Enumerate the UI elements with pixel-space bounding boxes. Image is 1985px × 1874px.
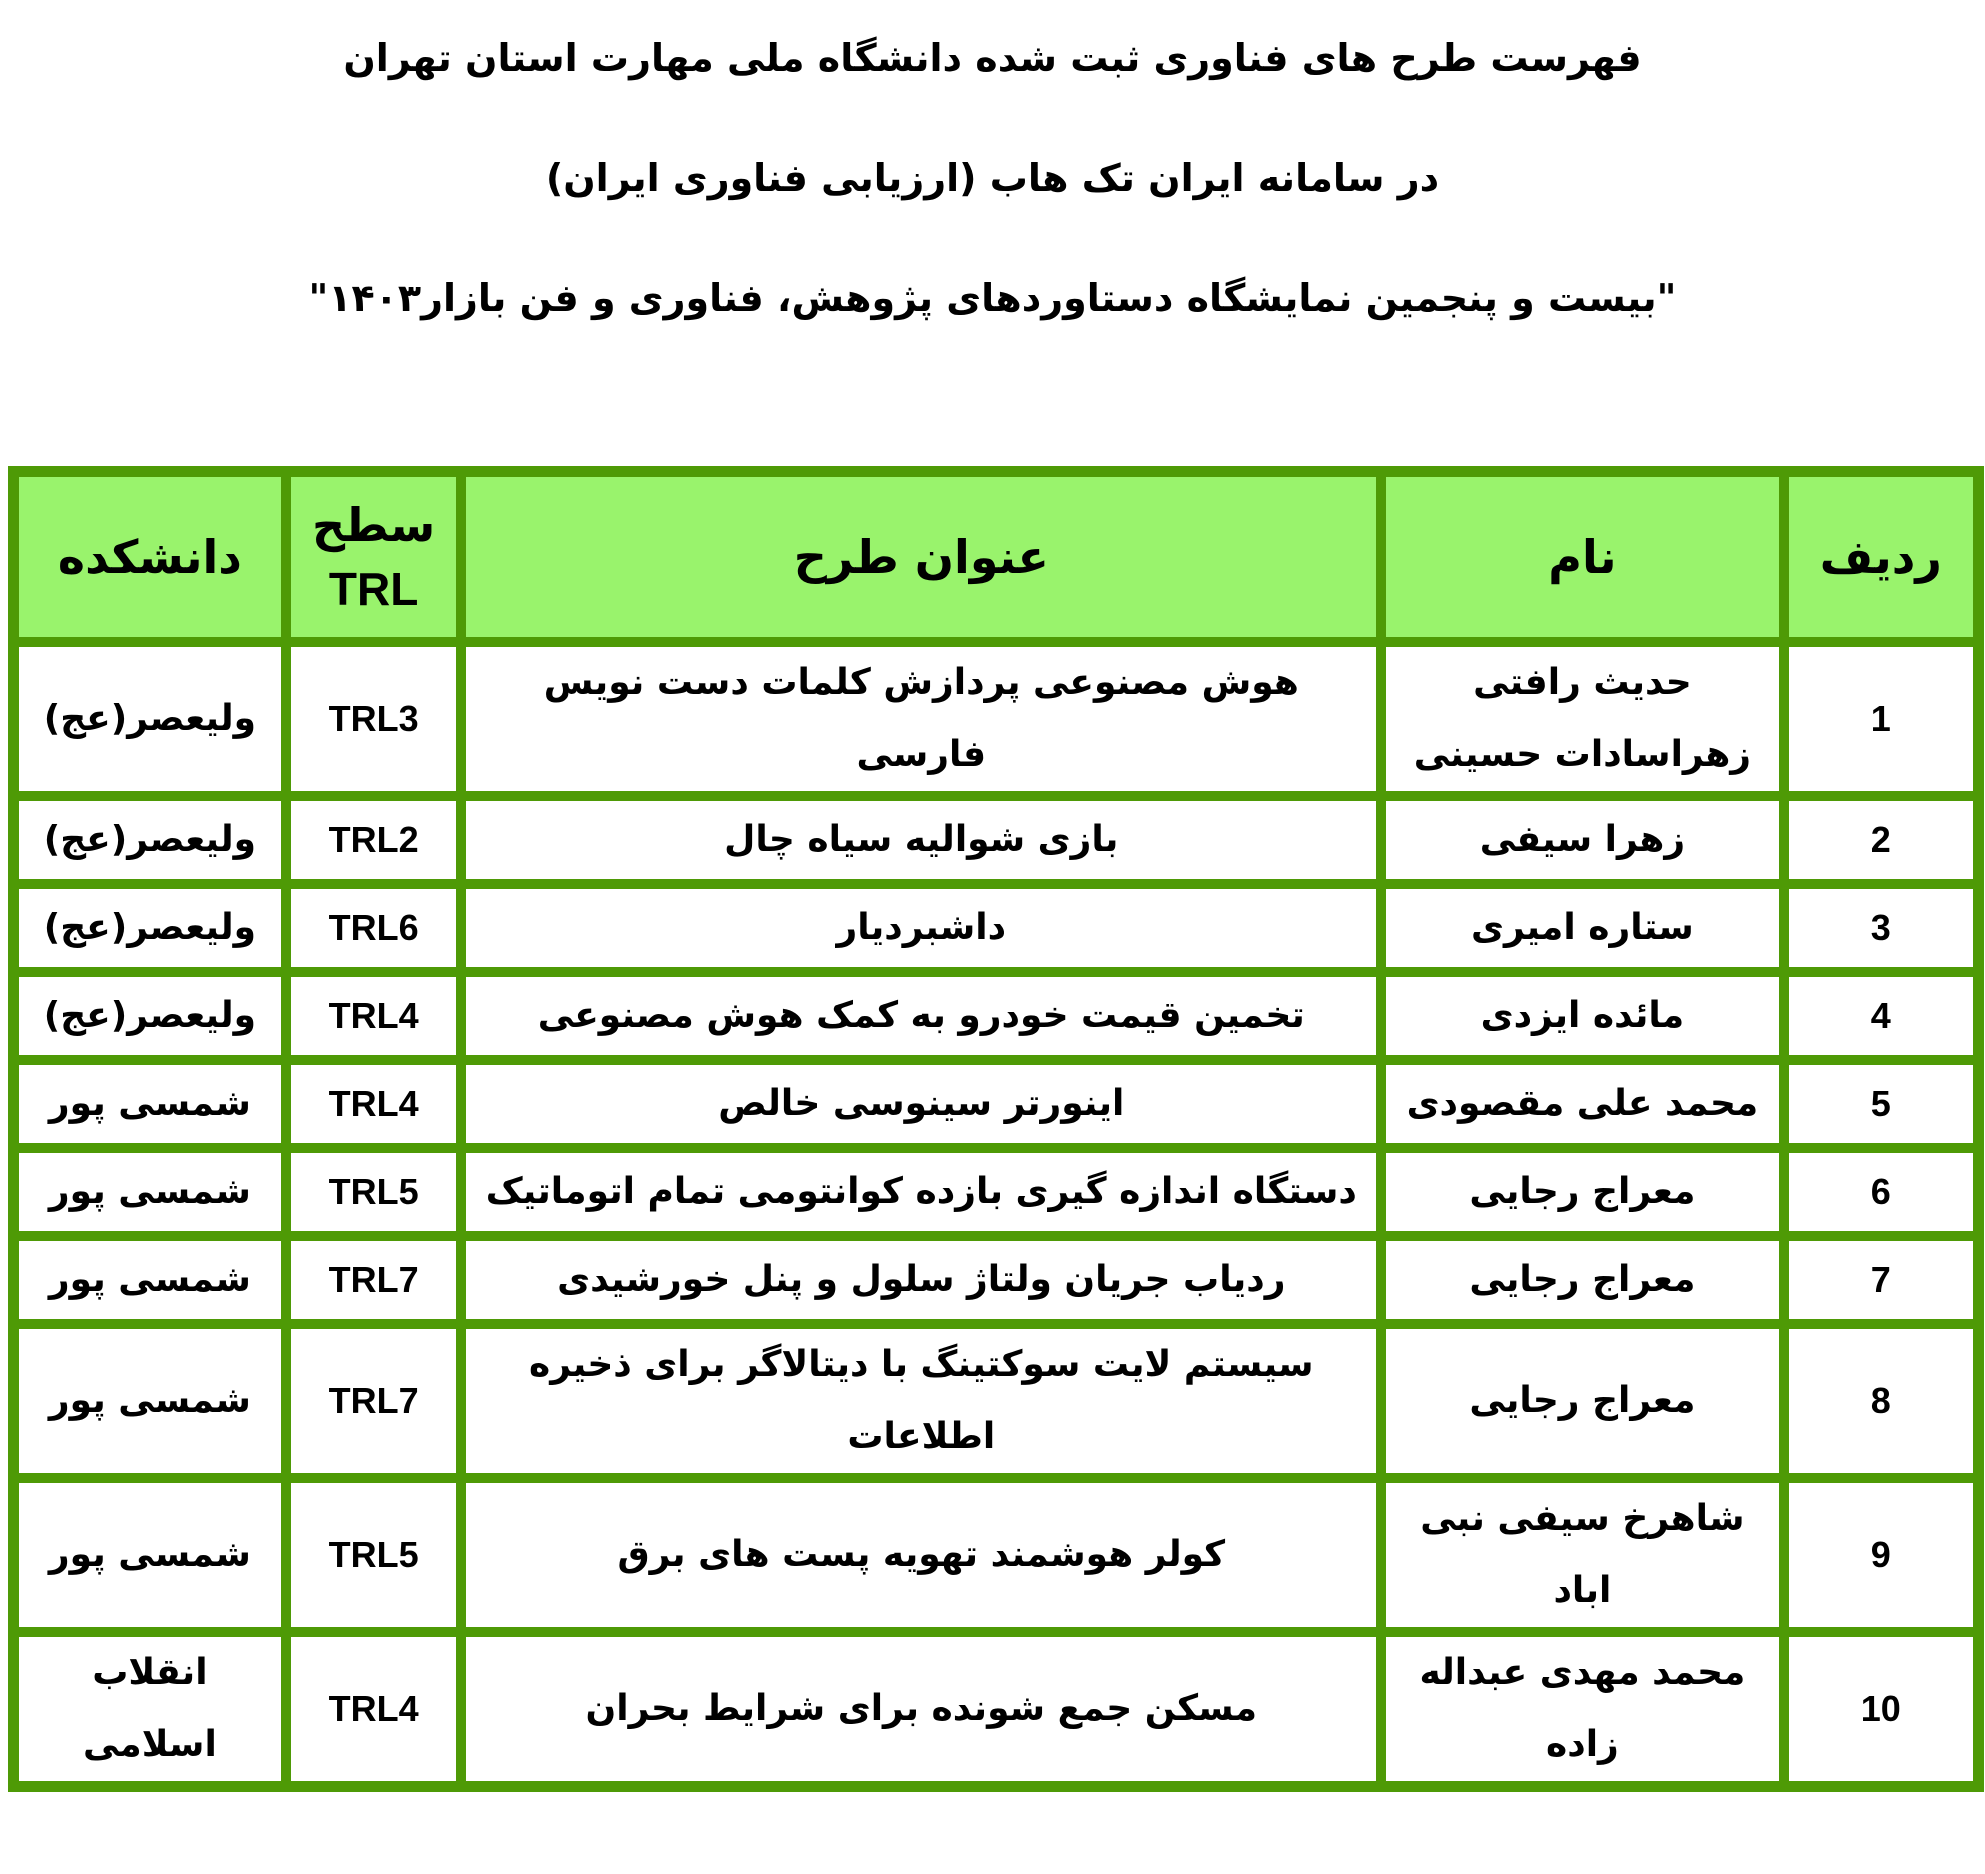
table-row [14, 642, 1978, 796]
cell-trl: TRL5 [286, 1148, 462, 1236]
column-header-title: عنوان طرح [461, 472, 1381, 642]
cell-title [461, 796, 1381, 884]
cell-faculty: شمسی پور [14, 1236, 286, 1324]
cell-title-line: مسکن جمع شونده برای شرایط بحران [585, 1688, 1258, 1729]
cell-title-line: داشبردیار [836, 907, 1007, 948]
cell-name [1381, 1060, 1783, 1148]
column-header-trl-line1: سطح [311, 498, 436, 552]
cell-trl: TRL7 [286, 1324, 462, 1478]
table-header-row [14, 472, 1978, 642]
cell-row-number: 3 [1784, 884, 1978, 972]
cell-name-line: معراج رجایی [1469, 1380, 1696, 1421]
cell-title [461, 1324, 1381, 1478]
cell-name-line: حدیث رافتی [1473, 662, 1692, 703]
cell-name-line: معراج رجایی [1469, 1259, 1696, 1300]
cell-row-number: 6 [1784, 1148, 1978, 1236]
cell-trl: TRL4 [286, 1632, 462, 1786]
table-row [14, 1632, 1978, 1786]
cell-row-number: 10 [1784, 1632, 1978, 1786]
cell-title [461, 1060, 1381, 1148]
cell-name-line: محمد مهدی عبداله [1419, 1652, 1746, 1693]
cell-trl: TRL7 [286, 1236, 462, 1324]
table-row [14, 884, 1978, 972]
cell-title-line: بازی شوالیه سیاه چال [724, 819, 1119, 860]
cell-name-line: زاده [1545, 1724, 1619, 1765]
table-row [14, 1060, 1978, 1148]
cell-title-line: اطلاعات [847, 1416, 996, 1457]
table-row [14, 972, 1978, 1060]
cell-name [1381, 796, 1783, 884]
table-row [14, 1148, 1978, 1236]
cell-row-number: 5 [1784, 1060, 1978, 1148]
cell-trl: TRL4 [286, 972, 462, 1060]
cell-faculty: شمسی پور [14, 1060, 286, 1148]
table-row [14, 1324, 1978, 1478]
cell-row-number: 9 [1784, 1478, 1978, 1632]
cell-name [1381, 884, 1783, 972]
cell-trl: TRL3 [286, 642, 462, 796]
column-header-trl [286, 472, 462, 642]
cell-name [1381, 1324, 1783, 1478]
cell-name [1381, 1236, 1783, 1324]
cell-name-line: محمد علی مقصودی [1406, 1083, 1759, 1124]
page-subtitle: در سامانه ایران تک هاب (ارزیابی فناوری ایران) [545, 156, 1440, 200]
cell-faculty: شمسی پور [14, 1478, 286, 1632]
cell-trl: TRL5 [286, 1478, 462, 1632]
cell-title [461, 884, 1381, 972]
cell-title-line: تخمین قیمت خودرو به کمک هوش مصنوعی [537, 995, 1305, 1036]
cell-faculty: ولیعصر(عج) [14, 642, 286, 796]
table-row [14, 1478, 1978, 1632]
cell-row-number: 4 [1784, 972, 1978, 1060]
cell-name [1381, 1632, 1783, 1786]
cell-title-line: کولر هوشمند تهویه پست های برق [617, 1534, 1226, 1575]
cell-name [1381, 642, 1783, 796]
cell-title [461, 642, 1381, 796]
column-header-row-number: ردیف [1784, 472, 1978, 642]
cell-name [1381, 1148, 1783, 1236]
cell-trl: TRL6 [286, 884, 462, 972]
table-row [14, 796, 1978, 884]
cell-title-line: سیستم لایت سوکتینگ با دیتالاگر برای ذخیره [529, 1344, 1314, 1385]
exhibition-title: "بیست و پنجمین نمایشگاه دستاوردهای پژوهش، فناوری و فن بازار۱۴۰۳" [308, 276, 1677, 320]
page-title: فهرست طرح های فناوری ثبت شده دانشگاه ملی مهارت استان تهران [343, 36, 1642, 80]
cell-row-number: 8 [1784, 1324, 1978, 1478]
technology-plans-table [8, 466, 1984, 1792]
cell-trl: TRL2 [286, 796, 462, 884]
cell-title [461, 972, 1381, 1060]
cell-faculty: شمسی پور [14, 1324, 286, 1478]
column-header-trl-line2: TRL [328, 563, 419, 615]
cell-name [1381, 1478, 1783, 1632]
cell-faculty: ولیعصر(عج) [14, 884, 286, 972]
cell-row-number: 7 [1784, 1236, 1978, 1324]
cell-name [1381, 972, 1783, 1060]
cell-faculty: ولیعصر(عج) [14, 972, 286, 1060]
cell-trl: TRL4 [286, 1060, 462, 1148]
column-header-faculty: دانشکده [14, 472, 286, 642]
cell-name-line: مائده ایزدی [1480, 995, 1685, 1036]
cell-faculty: ولیعصر(عج) [14, 796, 286, 884]
cell-title-line: ردیاب جریان ولتاژ سلول و پنل خورشیدی [557, 1259, 1286, 1300]
column-header-name: نام [1381, 472, 1783, 642]
cell-name-line: شاهرخ سیفی نبی اباد [1420, 1498, 1745, 1611]
cell-name-line: ستاره امیری [1470, 907, 1694, 948]
cell-faculty: شمسی پور [14, 1148, 286, 1236]
cell-faculty: انقلاب اسلامی [14, 1632, 286, 1786]
cell-title [461, 1148, 1381, 1236]
cell-name-line: زهرا سیفی [1479, 819, 1686, 860]
cell-name-line: معراج رجایی [1469, 1171, 1696, 1212]
cell-title [461, 1632, 1381, 1786]
cell-title [461, 1236, 1381, 1324]
cell-title-line: هوش مصنوعی پردازش کلمات دست نویس فارسی [543, 662, 1299, 775]
cell-row-number: 1 [1784, 642, 1978, 796]
table-row [14, 1236, 1978, 1324]
cell-title-line: دستگاه اندازه گیری بازده کوانتومی تمام اتوماتیک [485, 1171, 1357, 1212]
cell-title-line: اینورتر سینوسی خالص [718, 1083, 1125, 1124]
cell-title [461, 1478, 1381, 1632]
cell-row-number: 2 [1784, 796, 1978, 884]
cell-name-line: زهراسادات حسینی [1413, 734, 1752, 775]
